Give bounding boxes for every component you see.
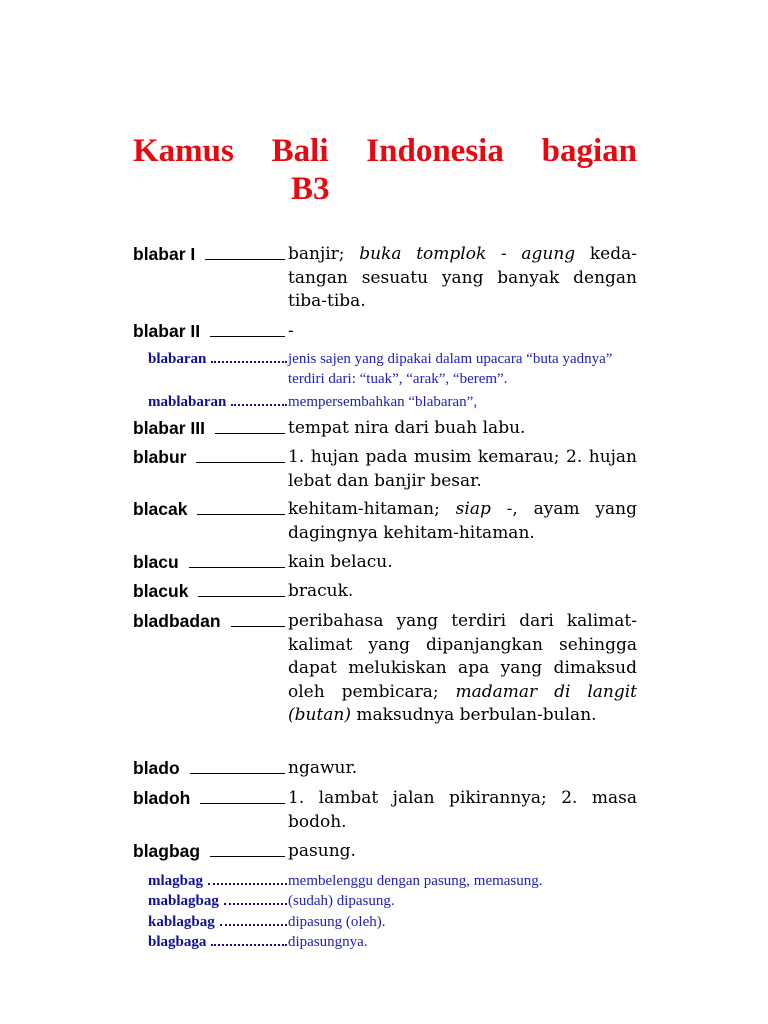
definition: - bbox=[288, 321, 294, 341]
title-word: Kamus bbox=[133, 133, 234, 169]
definition: pasung. bbox=[288, 841, 356, 861]
headword: bladoh bbox=[133, 788, 191, 808]
dot-leader bbox=[224, 902, 287, 905]
entry-blagbag bbox=[133, 840, 637, 864]
title-word: Bali bbox=[271, 133, 329, 169]
title-word: bagian bbox=[541, 133, 637, 169]
dot-leader bbox=[211, 360, 287, 363]
headword: blabar III bbox=[133, 418, 205, 438]
dot-leader bbox=[208, 882, 287, 885]
leader-line bbox=[200, 802, 285, 804]
definition: 1. hujan pada musim kemarau; 2. hujan lebat dan banjir besar. bbox=[288, 447, 637, 491]
sub-entry-mablabaran bbox=[148, 392, 638, 412]
sub-headword: blabaran bbox=[148, 351, 207, 367]
sub-entry-mablagbag bbox=[148, 891, 638, 911]
entry-blabur bbox=[133, 446, 637, 493]
sub-definition: dipasung (oleh). bbox=[288, 914, 386, 930]
headword: blacak bbox=[133, 499, 188, 519]
sub-definition: (sudah) dipasung. bbox=[288, 893, 395, 909]
entry-blacak bbox=[133, 498, 637, 545]
sub-entry-mlagbag bbox=[148, 871, 638, 891]
entry-blacuk bbox=[133, 580, 637, 604]
leader-line bbox=[210, 335, 285, 337]
sub-entry-blabaran bbox=[148, 349, 638, 389]
headword: blabar I bbox=[133, 244, 196, 264]
sub-headword: mlagbag bbox=[148, 873, 204, 889]
headword: blado bbox=[133, 758, 180, 778]
leader-line bbox=[205, 258, 285, 260]
definition: peribahasa yang terdiri dari kalimat-kalimat yang dipanjangkan sehingga dapat melukiskan apa yang dimaksud oleh pembicara; madamar di langit (butan) maksudnya berbulan-bulan. bbox=[288, 611, 637, 725]
headword: bladbadan bbox=[133, 611, 221, 631]
entry-blado bbox=[133, 757, 637, 781]
definition: kain belacu. bbox=[288, 552, 393, 572]
sub-definition: mempersembahkan “blabaran”, bbox=[288, 394, 478, 410]
leader-line bbox=[197, 513, 285, 515]
sub-headword: mablagbag bbox=[148, 893, 219, 909]
sub-definition: jenis sajen yang dipakai dalam upacara “buta yadnya” terdiri dari: “tuak”, “arak”, “berem”. bbox=[288, 351, 613, 387]
dot-leader bbox=[231, 403, 287, 406]
entry-bladoh bbox=[133, 787, 637, 834]
definition: banjir; buka tomplok - agung keda-tangan sesuatu yang banyak dengan tiba-tiba. bbox=[288, 244, 638, 311]
entry-blabar-ii bbox=[133, 320, 637, 344]
sub-entry-kablagbag bbox=[148, 912, 638, 932]
headword: blagbag bbox=[133, 841, 201, 861]
headword: blabur bbox=[133, 447, 187, 467]
sub-headword: mablabaran bbox=[148, 394, 227, 410]
definition: tempat nira dari buah labu. bbox=[288, 418, 526, 438]
sub-definition: membelenggu dengan pasung, memasung. bbox=[288, 873, 543, 889]
leader-line bbox=[198, 595, 285, 597]
entry-bladbadan bbox=[133, 610, 637, 728]
definition: ngawur. bbox=[288, 758, 358, 778]
leader-line bbox=[215, 432, 285, 434]
definition: bracuk. bbox=[288, 581, 354, 601]
sub-definition: dipasungnya. bbox=[288, 934, 368, 950]
leader-line bbox=[196, 461, 285, 463]
title-line-2: B3 bbox=[291, 171, 330, 207]
leader-line bbox=[210, 855, 285, 857]
entry-blacu bbox=[133, 551, 637, 575]
leader-line bbox=[190, 772, 285, 774]
headword: blacu bbox=[133, 552, 179, 572]
sub-headword: kablagbag bbox=[148, 914, 215, 930]
sub-headword: blagbaga bbox=[148, 934, 207, 950]
headword: blacuk bbox=[133, 581, 189, 601]
dot-leader bbox=[220, 923, 287, 926]
dot-leader bbox=[211, 943, 287, 946]
sub-entry-blagbaga bbox=[148, 932, 638, 952]
entry-blabar-iii bbox=[133, 417, 637, 441]
definition: kehitam-hitaman; siap -, ayam yang dagingnya kehitam-hitaman. bbox=[288, 499, 637, 543]
leader-line bbox=[231, 625, 285, 627]
title-word: Indonesia bbox=[366, 133, 504, 169]
leader-line bbox=[189, 566, 285, 568]
entry-blabar-i bbox=[133, 243, 637, 314]
page-title bbox=[133, 132, 637, 208]
headword: blabar II bbox=[133, 321, 201, 341]
definition: 1. lambat jalan pikirannya; 2. masa bodoh. bbox=[288, 788, 637, 832]
